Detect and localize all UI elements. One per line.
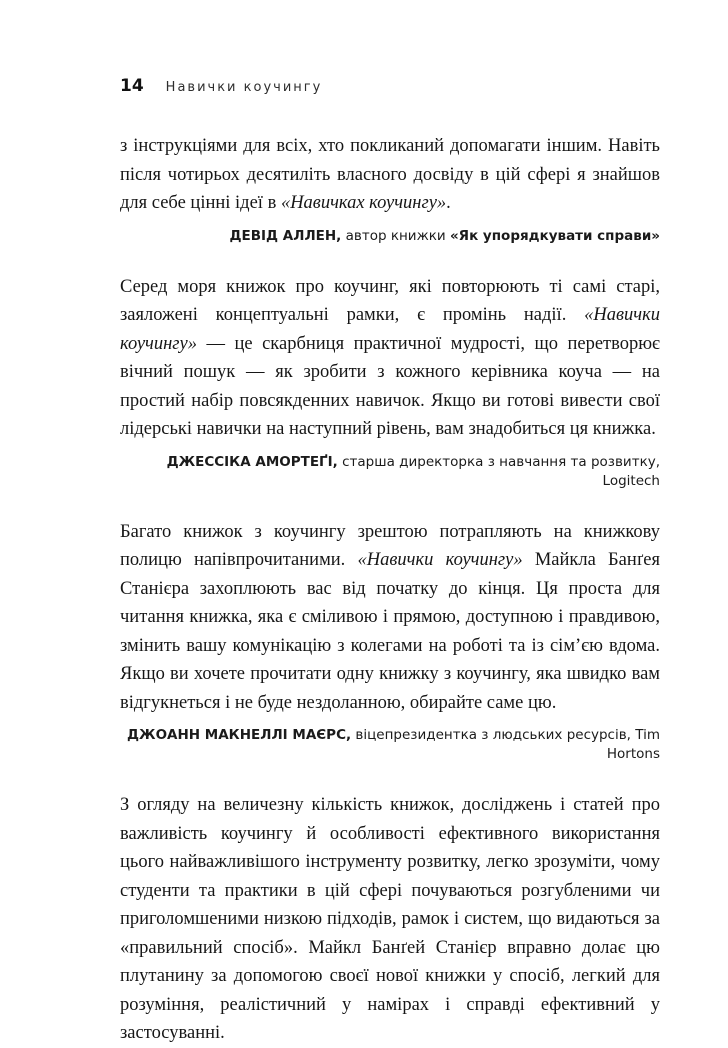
book-title-italic: «Навички коучингу» [357,550,523,570]
paragraph-text: Серед моря книжок про коучинг, які повторюють ті самі старі, заяложені концептуальні рамки, є промінь надії. [120,276,660,325]
attribution-name: ДЖЕССІКА АМОРТЕҐІ, [166,453,338,470]
paragraph-text: Багато книжок з коучингу зрештою потрапляють на книжкову полицю напівпрочитаними. [120,521,660,570]
body-paragraph-3 [120,518,660,718]
paragraph-text: . [446,193,451,213]
paragraph-text: — це скарбниця практичної мудрості, що перетворює вічний пошук — як зробити з кожного керівника коуча — на простий набір повсякденних навичок. Якщо ви готові вивести свої лідерські навички на наступний рівень, вам знадобиться ця книжка. [120,333,660,439]
paragraph-text: З огляду на величезну кількість книжок, досліджень і статей про важливість коучингу й особливості ефективного використання цього найважливішого інструменту розвитку, легко зрозуміти, чому студенти та практики в цій сфері почуваються розгубленими чи приголомшеними низкою підходів, рамок і систем, що видаються за «правильний спосіб». Майкл Банґей Станієр вправно долає цю плутанину за допомогою своєї нової книжки у спосіб, легкий для розуміння, реалістичний у намірах і справді ефективний у застосуванні. [120,795,660,1043]
attribution-role: автор книжки [341,227,450,244]
book-title-italic: «Навички коучингу» [120,305,660,354]
body-paragraph-2 [120,273,660,444]
running-header [120,76,660,96]
running-title: Навички коучингу [165,80,323,95]
paragraph-text: з інструкціями для всіх, хто покликаний допомагати іншим. Навіть після чотирьох десятиліть власного досвіду в цій сфері я знайшов для себе цінні ідеї в [120,136,660,213]
attribution-role: віцепрезидентка з людських ресурсів, Tim Hortons [351,727,660,762]
attribution-joann-mcnelly-myers [120,726,660,764]
body-paragraph-4 [120,791,660,1048]
page-number: 14 [120,76,144,96]
attribution-work: «Як упорядкувати справи» [449,227,660,244]
attribution-name: ДЖОАНН МАКНЕЛЛІ МАЄРС, [127,727,352,743]
attribution-role: старша директорка з навчання та розвитку, Logitech [337,453,660,489]
attribution-david-allen [120,227,660,246]
attribution-name: ДЕВІД АЛЛЕН, [229,227,342,244]
paragraph-text: Майкла Банґея Станієра захоплюють вас від початку до кінця. Ця проста для читання книжка, яка є сміливою і прямою, доступною і правдивою, змінить вашу комунікацію з колегами на роботі та із сім’єю вдома. Якщо ви хочете прочитати одну книжку з коучингу, яка швидко вам відгукнеться і не буде нездоланною, обирайте саме цю. [120,550,660,713]
book-title-italic: «Навичках коучингу» [280,193,447,213]
body-paragraph-1 [120,132,660,218]
attribution-jessica-amortegui [120,453,660,491]
